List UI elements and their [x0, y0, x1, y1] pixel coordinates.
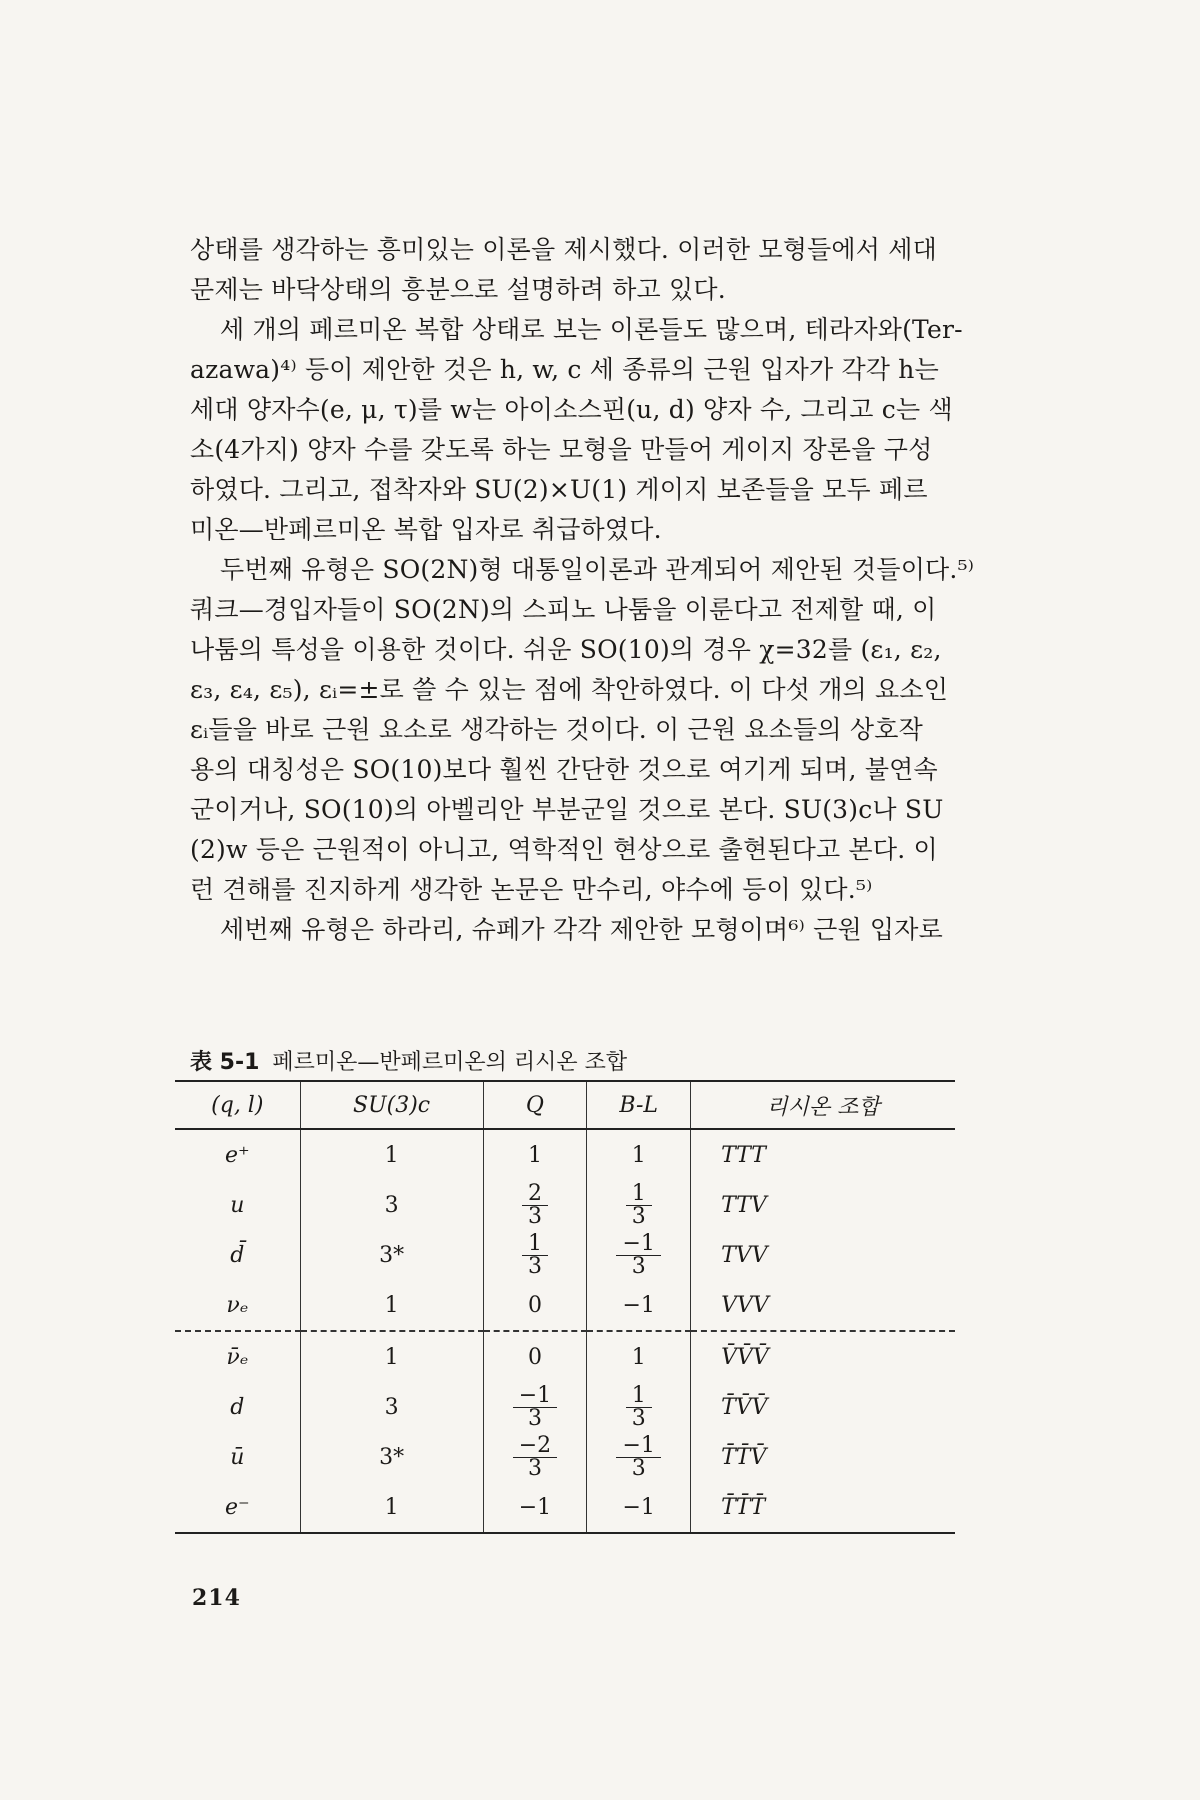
header-cell: (q, l) — [175, 1081, 300, 1129]
text-line: ε₃, ε₄, ε₅), εᵢ=±로 쓸 수 있는 점에 착안하였다. 이 다섯 개의 요소인 — [190, 675, 949, 704]
charge-cell: 1 — [483, 1129, 587, 1180]
su3-cell: 3 — [300, 1180, 483, 1230]
table-row — [175, 1432, 955, 1482]
su3-cell: 1 — [300, 1129, 483, 1180]
rishon-combo-cell: T̄T̄T̄ — [691, 1482, 955, 1533]
rishon-combo-cell: TTV — [691, 1180, 955, 1230]
page-number: 214 — [192, 1585, 241, 1611]
bl-cell: 1 — [587, 1129, 691, 1180]
text-line: 용의 대칭성은 SO(10)보다 훨씬 간단한 것으로 여기게 되며, 불연속 — [190, 755, 938, 784]
bl-cell: −1 — [587, 1482, 691, 1533]
charge-cell — [483, 1382, 587, 1432]
particle-cell: νₑ — [226, 1292, 249, 1318]
rishon-combo-cell: TTT — [691, 1129, 955, 1180]
charge-cell — [483, 1432, 587, 1482]
bl-cell — [587, 1230, 691, 1280]
charge-cell — [483, 1180, 587, 1230]
rishon-combo-cell: T̄V̄V̄ — [691, 1382, 955, 1432]
charge-cell: −1 — [483, 1482, 587, 1533]
su3-cell: 1 — [300, 1280, 483, 1331]
body-text — [190, 230, 1030, 950]
particle-cell: d̄ — [230, 1242, 245, 1268]
fraction: $\frac{-1}{3}$ — [513, 1385, 557, 1430]
table-caption — [190, 1045, 627, 1076]
text-line: 미온—반페르미온 복합 입자로 취급하였다. — [190, 515, 662, 544]
text-line: 문제는 바닥상태의 흥분으로 설명하려 하고 있다. — [190, 275, 726, 304]
bl-cell: 1 — [587, 1331, 691, 1382]
fraction: $\frac{-2}{3}$ — [513, 1435, 557, 1480]
fraction: $\frac{1}{3}$ — [626, 1183, 652, 1228]
text-line: azawa)⁴⁾ 등이 제안한 것은 h, w, c 세 종류의 근원 입자가 각각 h는 — [190, 355, 939, 384]
table-row — [175, 1382, 955, 1432]
bl-cell: −1 — [587, 1280, 691, 1331]
charge-cell — [483, 1230, 587, 1280]
su3-cell: 1 — [300, 1331, 483, 1382]
charge-cell: 0 — [483, 1331, 587, 1382]
table-header-row — [175, 1081, 955, 1129]
text-line: 쿼크—경입자들이 SO(2N)의 스피노 나툼을 이룬다고 전제할 때, 이 — [190, 595, 937, 624]
fraction: $\frac{2}{3}$ — [522, 1183, 548, 1228]
table-label: 表 5-1 — [190, 1050, 260, 1075]
bl-cell — [587, 1180, 691, 1230]
table-row — [175, 1129, 955, 1180]
table-row — [175, 1230, 955, 1280]
su3-cell: 3* — [300, 1432, 483, 1482]
rishon-combo-cell: TVV — [691, 1230, 955, 1280]
rishon-table — [175, 1080, 955, 1534]
text-line: 세대 양자수(e, μ, τ)를 w는 아이소스핀(u, d) 양자 수, 그리고 c는 색 — [190, 395, 953, 424]
table-row — [175, 1482, 955, 1533]
bl-cell — [587, 1432, 691, 1482]
rishon-combo-cell: T̄T̄V̄ — [691, 1432, 955, 1482]
fraction: $\frac{-1}{3}$ — [616, 1233, 660, 1278]
particle-cell: e⁺ — [224, 1142, 250, 1168]
text-line: 세번째 유형은 하라리, 슈페가 각각 제안한 모형이며⁶⁾ 근원 입자로 — [220, 915, 943, 944]
su3-cell: 3* — [300, 1230, 483, 1280]
bl-cell — [587, 1382, 691, 1432]
table-row — [175, 1280, 955, 1331]
table-row — [175, 1180, 955, 1230]
charge-cell: 0 — [483, 1280, 587, 1331]
table-title: 페르미온—반페르미온의 리시온 조합 — [272, 1050, 628, 1075]
particle-cell: d — [230, 1394, 245, 1420]
text-line: 두번째 유형은 SO(2N)형 대통일이론과 관계되어 제안된 것들이다.⁵⁾ — [220, 555, 975, 584]
particle-cell: u — [230, 1192, 245, 1218]
header-cell: B-L — [587, 1081, 691, 1129]
text-line: 상태를 생각하는 흥미있는 이론을 제시했다. 이러한 모형들에서 세대 — [190, 235, 937, 264]
particle-cell: ν̄ₑ — [175, 1331, 300, 1382]
su3-cell: 1 — [300, 1482, 483, 1533]
su3-cell: 3 — [300, 1382, 483, 1432]
text-line: εᵢ들을 바로 근원 요소로 생각하는 것이다. 이 근원 요소들의 상호작 — [190, 715, 923, 744]
rishon-combo-cell: V̄V̄V̄ — [691, 1331, 955, 1382]
table-body — [175, 1129, 955, 1533]
table-row — [175, 1331, 955, 1382]
header-cell: SU(3)c — [300, 1081, 483, 1129]
text-line: 소(4가지) 양자 수를 갖도록 하는 모형을 만들어 게이지 장론을 구성 — [190, 435, 933, 464]
particle-cell: ū — [230, 1444, 245, 1470]
text-line: (2)w 등은 근원적이 아니고, 역학적인 현상으로 출현된다고 본다. 이 — [190, 835, 938, 864]
header-cell: 리시온 조합 — [691, 1081, 955, 1129]
fraction: $\frac{1}{3}$ — [626, 1385, 652, 1430]
fraction: $\frac{1}{3}$ — [522, 1233, 548, 1278]
text-line: 런 견해를 진지하게 생각한 논문은 만수리, 야수에 등이 있다.⁵⁾ — [190, 875, 873, 904]
text-line: 나툼의 특성을 이용한 것이다. 쉬운 SO(10)의 경우 χ=32를 (ε₁, ε₂, — [190, 635, 942, 664]
header-cell: Q — [483, 1081, 587, 1129]
rishon-combo-cell: VVV — [691, 1280, 955, 1331]
text-line: 군이거나, SO(10)의 아벨리안 부분군일 것으로 본다. SU(3)c나 SU — [190, 795, 944, 824]
fraction: $\frac{-1}{3}$ — [616, 1435, 660, 1480]
text-line: 하였다. 그리고, 접착자와 SU(2)×U(1) 게이지 보존들을 모두 페르 — [190, 475, 928, 504]
text-line: 세 개의 페르미온 복합 상태로 보는 이론들도 많으며, 테라자와(Ter- — [220, 315, 963, 344]
particle-cell: e⁻ — [175, 1482, 300, 1533]
